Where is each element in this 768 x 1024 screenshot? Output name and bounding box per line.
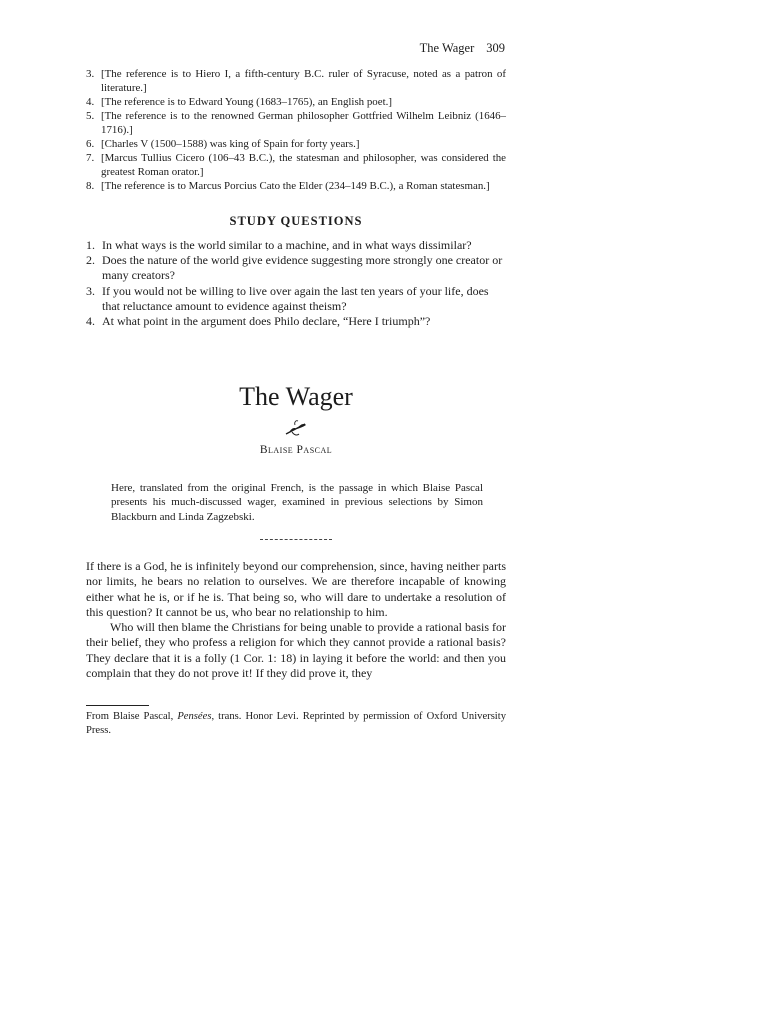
source-footnote — [86, 710, 506, 737]
endnote-text: [Marcus Tullius Cicero (106–43 B.C.), the statesman and philosopher, was considered the greatest Roman orator.] — [101, 152, 506, 178]
author-byline: Blaise Pascal — [259, 444, 333, 456]
endnote-text: [The reference is to Marcus Porcius Cato the Elder (234–149 B.C.), a Roman statesman.] — [101, 180, 490, 192]
endnote-number: 6. — [86, 138, 95, 150]
study-question — [86, 238, 506, 253]
endnote-number: 7. — [86, 152, 95, 164]
fleuron-icon — [283, 419, 309, 439]
source-work-title: Pensées — [177, 711, 212, 722]
endnote — [86, 151, 506, 179]
question-text: If you would not be willing to live over again the last ten years of your life, does that reluctance amount to evidence against theism? — [102, 283, 489, 313]
endnote-number: 3. — [86, 68, 95, 80]
footnote-rule — [86, 705, 149, 706]
page-number: 309 — [486, 41, 505, 55]
question-text: In what ways is the world similar to a machine, and in what ways dissimilar? — [102, 238, 472, 252]
endnote — [86, 109, 506, 137]
body-paragraph: Who will then blame the Christians for being unable to provide a rational basis for their belief, they who profess a religion for which they cannot provide a rational basis? They declare that it is a folly (1 Cor. 1: 18) in laying it before the world: and then you complain that they do not prove it! If they did prove it, they — [86, 620, 506, 681]
body-text — [86, 559, 506, 681]
source-prefix: From Blaise Pascal, — [86, 711, 178, 722]
question-text: Does the nature of the world give evidence suggesting more strongly one creator or many creators? — [102, 253, 503, 283]
running-head-title: The Wager — [419, 41, 475, 55]
endnote — [86, 95, 506, 109]
endnote-number: 8. — [86, 180, 95, 192]
source-suffix: , trans. Honor Levi. Reprinted by permission of Oxford University Press. — [86, 711, 506, 736]
endnote-text: [The reference is to Edward Young (1683–1765), an English poet.] — [101, 96, 392, 108]
question-number: 1. — [86, 238, 95, 252]
study-questions-heading: STUDY QUESTIONS — [229, 214, 363, 228]
section-divider — [260, 539, 332, 540]
endnote — [86, 137, 506, 151]
editorial-introduction: Here, translated from the original French, is the passage in which Blaise Pascal presents his much-discussed wager, examined in previous selections by Simon Blackburn and Linda Zagzebski. — [111, 482, 483, 523]
endnote-text: [The reference is to the renowned German philosopher Gottfried Wilhelm Leibniz (1646–1716).] — [101, 110, 506, 136]
endnote — [86, 67, 506, 95]
study-question — [86, 253, 506, 283]
endnote-number: 5. — [86, 110, 95, 122]
question-number: 4. — [86, 314, 95, 329]
endnote — [86, 179, 506, 193]
running-head — [420, 41, 505, 56]
endnote-number: 4. — [86, 96, 95, 108]
study-questions-list — [86, 238, 506, 329]
body-paragraph: If there is a God, he is infinitely beyond our comprehension, since, having neither parts nor limits, he bears no relation to ourselves. We are therefore incapable of knowing either what he is, or if he is. That being so, who will dare to undertake a resolution of this question? It cannot be us, who bear no relationship to him. — [86, 559, 506, 619]
study-question — [86, 314, 506, 329]
endnotes-list — [86, 67, 506, 193]
question-text: At what point in the argument does Philo declare, “Here I triumph”? — [102, 314, 431, 329]
question-number: 3. — [86, 283, 95, 298]
endnote-text: [The reference is to Hiero I, a fifth-century B.C. ruler of Syracuse, noted as a patron of literature.] — [101, 68, 506, 94]
study-question — [86, 284, 506, 314]
question-number: 2. — [86, 253, 95, 268]
selection-title: The Wager — [239, 382, 353, 411]
endnote-text: [Charles V (1500–1588) was king of Spain for forty years.] — [101, 138, 360, 150]
